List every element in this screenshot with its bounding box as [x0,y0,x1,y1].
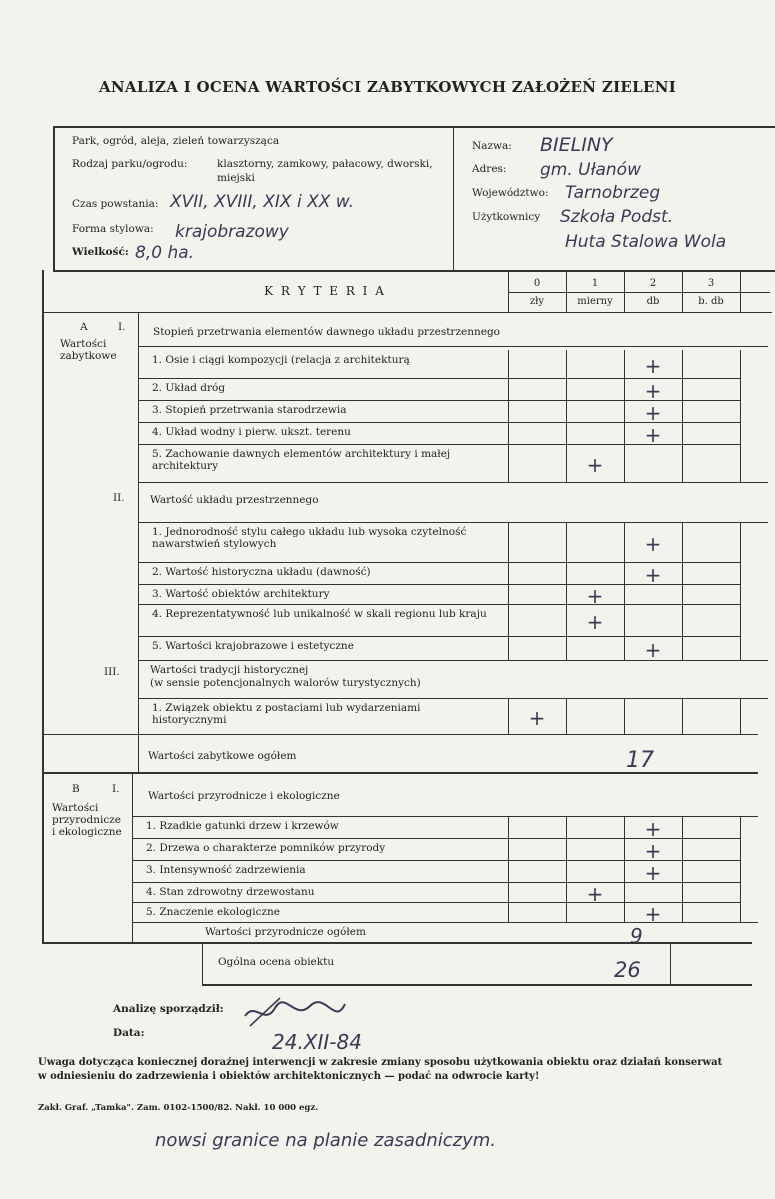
park-label: Park, ogród, aleja, zieleń towarzysząca [72,135,280,147]
adres-label: Adres: [472,163,507,175]
col-separator-3 [682,816,683,838]
criterion-mark-b-2: + [644,839,662,863]
rodzaj-options-2: miejski [217,172,255,184]
form-title: ANALIZA I OCENA WARTOŚCI ZABYTKOWYCH ZAŁOŻEŃ ZIELENI [98,78,677,96]
header-top-border [53,126,775,128]
row-divider [138,636,740,637]
col-separator-1 [566,400,567,422]
col-separator-4 [740,378,741,400]
col-separator-3 [682,860,683,882]
col1-num: 1 [591,278,599,289]
print-info: Zakł. Graf. „Tamka". Zam. 0102-1500/82. Nakł. 10 000 egz. [38,1103,319,1113]
criterion-mark-a3-1: + [528,706,546,730]
col-separator-1 [566,562,567,584]
col-separator-0 [508,882,509,902]
col-separator-0 [508,400,509,422]
group-a3-title-bottom [138,698,768,699]
col-separator-3 [682,698,683,734]
col-separator-1 [566,698,567,734]
wojewodztwo-value: Tarnobrzeg [565,183,661,203]
col-separator-2 [624,604,625,636]
forma-label: Forma stylowa: [72,223,154,235]
nazwa-label: Nazwa: [472,140,512,152]
section-a-roman-3: III. [104,666,120,678]
col-separator-4 [740,522,741,562]
section-a-left-col [138,312,139,772]
col-separator-1 [566,816,567,838]
nazwa-value: BIELINY [540,134,613,156]
col1-name: mierny [577,296,613,307]
criterion-label-a2-4: 4. Reprezentatywność lub unikalność w skali regionu lub kraju [152,608,487,620]
section-a-roman-2: II. [113,492,125,504]
col-header-sep-2 [624,272,625,312]
a-total-bottom [42,772,758,774]
col-separator-0 [508,422,509,444]
col-separator-0 [508,350,509,378]
total-b-value: 9 [630,924,643,948]
uzytkownicy-value-2: Huta Stalowa Wola [565,232,727,252]
wojewodztwo-label: Województwo: [472,187,549,199]
col-separator-1 [566,522,567,562]
col-separator-4 [740,444,741,482]
criterion-mark-b-3: + [644,861,662,885]
col-separator-1 [566,902,567,922]
group-a1-title: Stopień przetrwania elementów dawnego układu przestrzennego [153,326,500,338]
criterion-label-a2-3: 3. Wartość obiektów architektury [152,588,330,600]
col-separator-4 [740,882,741,902]
col-separator-4 [740,816,741,838]
col-separator-4 [740,584,741,604]
col-separator-1 [566,860,567,882]
criterion-label-b-4: 4. Stan zdrowotny drzewostanu [146,886,315,898]
col-separator-2 [624,902,625,922]
col-separator-1 [566,636,567,660]
forma-value: krajobrazowy [175,222,289,242]
group-a2-title-bottom [138,522,768,523]
section-b-left-col [132,772,133,942]
criterion-label-b-2: 2. Drzewa o charakterze pomników przyrody [146,842,386,854]
criteria-label: K R Y T E R I A [264,284,386,298]
col-separator-2 [624,838,625,860]
col-separator-0 [508,698,509,734]
col-separator-3 [682,902,683,922]
criterion-label-a1-3: 3. Stopień przetrwania starodrzewia [152,404,347,416]
col-separator-3 [682,378,683,400]
uwaga-line-1: Uwaga dotycząca koniecznej doraźnej interwencji w zakresie zmiany sposobu użytkowania obiektu oraz działań konserwat [38,1057,723,1068]
section-b-roman: I. [112,783,120,795]
col-separator-4 [740,838,741,860]
col-separator-2 [624,350,625,378]
section-a-name: Wartości zabytkowe [60,338,117,362]
col-separator-3 [682,522,683,562]
col-separator-4 [740,400,741,422]
col3-num: 3 [707,278,715,289]
col-separator-2 [624,444,625,482]
overall-label: Ogólna ocena obiektu [218,956,335,968]
rodzaj-label: Rodzaj parku/ogrodu: [72,158,188,170]
section-a-roman: I. [118,321,126,333]
col-separator-3 [682,604,683,636]
col-separator-3 [682,350,683,378]
col-header-sep-3 [682,272,683,312]
header-divider [453,126,454,270]
col-separator-3 [682,838,683,860]
col-separator-1 [566,584,567,604]
adres-value: gm. Ułanów [540,160,641,180]
col-header-sep-0 [508,272,509,312]
col-separator-1 [566,444,567,482]
col0-num: 0 [533,278,541,289]
criterion-mark-b-4: + [586,882,604,906]
col-separator-4 [740,636,741,660]
group-a3-title-2: (w sensie potencjonalnych walorów turystycznych) [150,677,421,689]
wielkosc-label: Wielkość: [72,246,129,258]
col-header-sep-4 [740,272,741,312]
criterion-mark-a1-1: + [644,354,662,378]
overall-left [202,942,203,984]
row-divider [138,482,740,483]
table-left-border [42,270,44,942]
col-separator-3 [682,444,683,482]
col-separator-1 [566,350,567,378]
col-separator-0 [508,584,509,604]
uzytkownicy-label: Użytkownicy [472,211,541,223]
col-separator-0 [508,562,509,584]
col-separator-2 [624,636,625,660]
criterion-label-a1-1: 1. Osie i ciągi kompozycji (relacja z architekturą [152,354,410,366]
criterion-mark-a1-2: + [644,379,662,403]
col-separator-3 [682,422,683,444]
col-separator-0 [508,838,509,860]
criterion-mark-a1-4: + [644,423,662,447]
col-separator-0 [508,816,509,838]
analiza-label: Analizę sporządził: [113,1003,224,1015]
data-value: 24.XII-84 [272,1030,362,1054]
criterion-label-a2-1: 1. Jednorodność stylu całego układu lub wysoka czytelność nawarstwień stylowych [152,526,467,550]
criterion-label-b-5: 5. Znaczenie ekologiczne [146,906,281,918]
col-separator-4 [740,422,741,444]
criterion-mark-a2-4: + [586,610,604,634]
wielkosc-value: 8,0 ha. [135,243,195,263]
col-separator-2 [624,698,625,734]
total-a-label: Wartości zabytkowe ogółem [148,750,297,762]
uzytkownicy-value-1: Szkoła Podst. [560,207,674,227]
criterion-mark-a2-1: + [644,532,662,556]
overall-bottom [202,984,752,986]
criterion-label-a1-5: 5. Zachowanie dawnych elementów architektury i małej architektury [152,448,451,472]
criteria-header-bottom [42,312,772,313]
col-separator-1 [566,838,567,860]
criterion-label-a1-4: 4. Układ wodny i pierw. ukszt. terenu [152,426,351,438]
handwritten-note: nowsi granice na planie zasadniczym. [155,1130,496,1151]
col-separator-2 [624,860,625,882]
col-separator-1 [566,604,567,636]
col3-name: b. db [698,296,724,307]
col-separator-1 [566,882,567,902]
group-a3-title: Wartości tradycji historycznej [150,664,309,676]
criterion-mark-a1-5: + [586,453,604,477]
col2-num: 2 [649,278,657,289]
col-separator-4 [740,860,741,882]
col2-name: db [646,296,660,307]
criterion-label-a3-1: 1. Związek obiektu z postaciami lub wydarzeniami historycznymi [152,702,421,726]
uwaga-line-2: w odniesieniu do zadrzewienia i obiektów architektonicznych — podać na odwrocie karty! [38,1071,540,1082]
table-bottom-border [42,942,752,944]
group-a2-title: Wartość układu przestrzennego [150,494,319,506]
data-label: Data: [113,1027,145,1039]
col-header-sep-1 [566,272,567,312]
col0-name: zły [529,296,545,307]
col-separator-1 [566,422,567,444]
czas-value: XVII, XVIII, XIX i XX w. [170,192,354,212]
criterion-label-b-3: 3. Intensywność zadrzewienia [146,864,306,876]
criterion-mark-a2-5: + [644,638,662,662]
col-separator-4 [740,698,741,734]
col-separator-0 [508,860,509,882]
col-separator-3 [682,636,683,660]
col-separator-0 [508,522,509,562]
col-separator-3 [682,562,683,584]
criterion-mark-a2-3: + [586,584,604,608]
group-a1-title-bottom [138,346,768,347]
col-separator-4 [740,562,741,584]
row-divider [138,734,740,735]
criterion-label-a2-2: 2. Wartość historyczna układu (dawność) [152,566,371,578]
col-separator-2 [624,400,625,422]
col-separator-3 [682,400,683,422]
col-separator-2 [624,422,625,444]
col-header-midline [508,292,770,293]
col-separator-0 [508,444,509,482]
criterion-mark-b-5: + [644,902,662,926]
overall-value: 26 [614,958,641,982]
criterion-mark-b-1: + [644,817,662,841]
criterion-label-a1-2: 2. Układ dróg [152,382,226,394]
section-a-letter: A [80,321,88,333]
group-b-title-bottom [132,816,758,817]
criterion-label-b-1: 1. Rzadkie gatunki drzew i krzewów [146,820,339,832]
col-separator-4 [740,604,741,636]
col-separator-2 [624,816,625,838]
rodzaj-options: klasztorny, zamkowy, pałacowy, dworski, [217,158,433,170]
group-b-title: Wartości przyrodnicze i ekologiczne [148,790,340,802]
col-separator-0 [508,604,509,636]
col-separator-0 [508,902,509,922]
section-b-name: Wartości przyrodnicze i ekologiczne [52,802,122,838]
criterion-label-a2-5: 5. Wartości krajobrazowe i estetyczne [152,640,354,652]
col-separator-1 [566,378,567,400]
row-divider [138,604,740,605]
col-separator-0 [508,378,509,400]
total-b-label: Wartości przyrodnicze ogółem [205,926,366,938]
col-separator-3 [682,584,683,604]
header-left-border [53,126,55,270]
col-separator-4 [740,902,741,922]
total-a-value: 17 [626,748,654,773]
col-separator-2 [624,378,625,400]
col-separator-4 [740,350,741,378]
criterion-mark-a1-3: + [644,401,662,425]
czas-label: Czas powstania: [72,198,159,210]
col-separator-2 [624,562,625,584]
col-separator-2 [624,522,625,562]
col-separator-2 [624,882,625,902]
signature-scribble [240,996,350,1032]
col-separator-2 [624,584,625,604]
criterion-mark-a2-2: + [644,563,662,587]
col-separator-0 [508,636,509,660]
section-b-letter: B [72,783,80,795]
header-bottom-border [53,270,775,272]
col-separator-3 [682,882,683,902]
overall-right [670,942,671,984]
